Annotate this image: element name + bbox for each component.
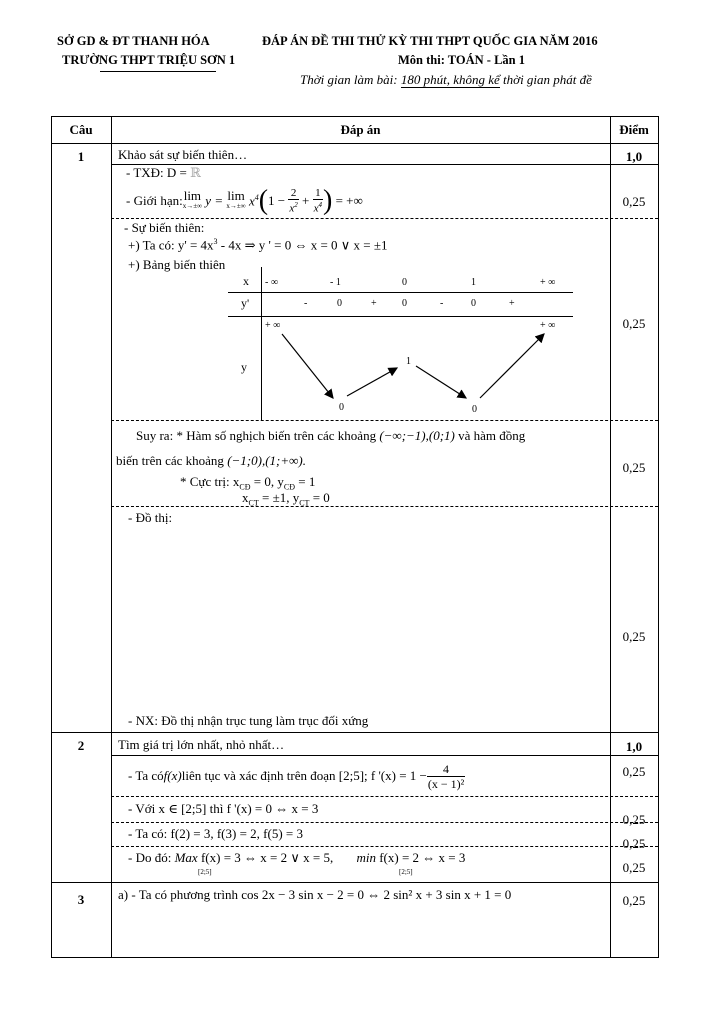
q2-score-1: 0,25 xyxy=(622,764,646,779)
q1-domain: - TXĐ: D = ℝ xyxy=(126,165,201,180)
q2-score-2: 0,25 xyxy=(622,812,646,827)
bbt-y-value: + ∞ xyxy=(265,320,281,331)
school-name: TRƯỜNG THPT TRIỆU SƠN 1 xyxy=(62,53,236,67)
bbt-x-value: + ∞ xyxy=(540,277,556,288)
bbt-sign: 0 xyxy=(402,298,407,309)
q2-intro: Tìm giá trị lớn nhất, nhỏ nhất… xyxy=(118,737,285,752)
bbt-y-value: 1 xyxy=(406,356,411,367)
q2-score-3: 0,25 xyxy=(622,836,646,851)
question-number-1: 1 xyxy=(77,149,85,164)
bbt-x-value: - 1 xyxy=(330,277,341,288)
dept-name: SỞ GD & ĐT THANH HÓA xyxy=(57,34,210,48)
bbt-x-value: - ∞ xyxy=(265,277,278,288)
subject-line: Môn thi: TOÁN - Lần 1 xyxy=(398,53,525,67)
q1-derivative: +) Ta có: $y' = 4x^3 - 4x$ ⇒ y ' = 0 ⇔ x = 0 ∨ x = ±1 xyxy=(128,237,388,253)
bbt-y-value: 0 xyxy=(472,404,477,415)
q2-max-interval: [2;5] xyxy=(198,868,212,876)
bbt-y-value: + ∞ xyxy=(540,320,556,331)
bbt-y-label: y xyxy=(241,360,247,374)
bbt-y-value: 0 xyxy=(339,402,344,413)
q1-score-d: 0,25 xyxy=(622,629,646,644)
q1-intro: Khảo sát sự biến thiên… xyxy=(118,147,248,162)
time-line: Thời gian làm bài: 180 phút, không kể thời gian phát đề xyxy=(300,72,592,87)
q1-extrema-2: $x_{CT} = \pm 1$, $y_{CT} = 0$ xyxy=(242,490,330,508)
bbt-x-value: 0 xyxy=(402,277,407,288)
bbt-sign: - xyxy=(304,298,308,309)
q2-total-score: 1,0 xyxy=(625,739,643,754)
bbt-sign: + xyxy=(509,298,515,309)
q1-remark: - NX: Đồ thị nhận trục tung làm trục đối xứng xyxy=(128,713,369,728)
bbt-sign: 0 xyxy=(471,298,476,309)
col-header-score: Điểm xyxy=(619,122,649,137)
doc-title: ĐÁP ÁN ĐỀ THI THỬ KỲ THI THPT QUỐC GIA NĂM 2016 xyxy=(262,34,598,48)
col-header-answer: Đáp án xyxy=(340,122,381,137)
q1-total-score: 1,0 xyxy=(625,149,643,164)
q1-extrema-1: * Cực trị: $x_{CĐ} = 0$, $y_{CĐ} = 1$ xyxy=(180,474,316,492)
bbt-x-label: x xyxy=(243,274,249,288)
q1-table-label: +) Bảng biến thiên xyxy=(128,257,226,272)
q3-score-1: 0,25 xyxy=(622,893,646,908)
question-number-3: 3 xyxy=(77,892,85,907)
q2-line3: - Ta có: f(2) = 3, f(3) = 2, f(5) = 3 xyxy=(128,826,303,841)
bbt-yprime-label: y' xyxy=(241,296,250,310)
q3-line1: a) - Ta có phương trình cos 2x − 3 sin x − 2 = 0 ⇔ 2 sin² x + 3 sin x + 1 = 0 xyxy=(118,887,512,902)
bbt-sign: - xyxy=(440,298,444,309)
q1-score-b: 0,25 xyxy=(622,316,646,331)
q1-limit: - Giới hạn: lim x→±∞ y = lim x→±∞ $x^4$ ( 1 − $\frac{2}{x^2}$ + $\frac{1}{x^4}$ ) = +∞ xyxy=(126,185,363,216)
q2-line4: - Do đó: Max f(x) = 3 ⇔ x = 2 ∨ x = 5, min f(x) = 2 ⇔ x = 3 xyxy=(128,850,466,865)
q1-variation-heading: - Sự biến thiên: xyxy=(124,220,205,235)
q2-line1: - Ta có f(x) liên tục và xác định trên đoạn [2;5]; f '(x) = 1 − $\frac{4}{\text{(x − 1)²}}$ xyxy=(128,761,465,791)
bbt-sign: 0 xyxy=(337,298,342,309)
q1-score-a: 0,25 xyxy=(622,194,646,209)
question-number-2: 2 xyxy=(77,738,85,753)
q2-line2: - Với x ∈ [2;5] thì f '(x) = 0 ⇔ x = 3 xyxy=(128,801,319,816)
bbt-sign: + xyxy=(371,298,377,309)
q2-score-4: 0,25 xyxy=(622,860,646,875)
q2-min-interval: [2;5] xyxy=(399,868,413,876)
q1-conclusion-line2: biến trên các khoảng (−1;0),(1;+∞). xyxy=(116,453,306,468)
q1-conclusion-line1: Suy ra: * Hàm số nghịch biến trên các khoảng (−∞;−1),(0;1) và hàm đồng xyxy=(136,428,526,443)
q1-graph-label: - Đồ thị: xyxy=(128,510,173,525)
col-header-question: Câu xyxy=(69,122,93,137)
bbt-x-value: 1 xyxy=(471,277,476,288)
q1-score-c: 0,25 xyxy=(622,460,646,475)
